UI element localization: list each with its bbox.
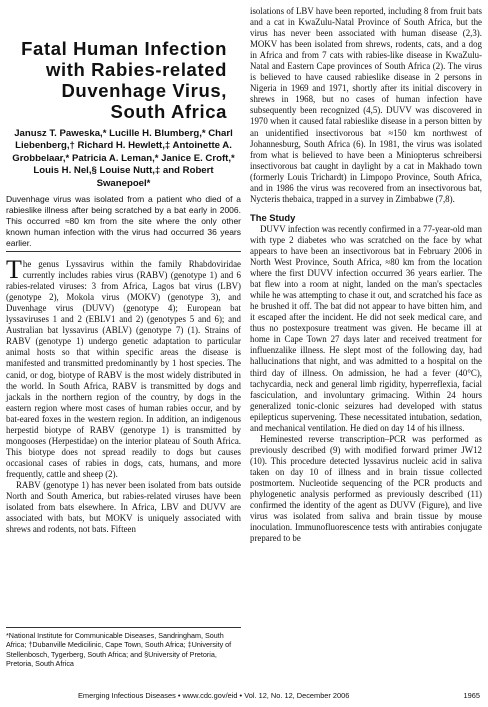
author-list: Janusz T. Paweska,* Lucille H. Blumberg,* Charl Liebenberg,† Richard H. Hewlett,‡ Antoinette A. Grobbelaar,* Patricia A. Leman,* Janice E. Croft,* Louis H. Nel,§ Louise Nutt,‡ and Robert Swanepoel* xyxy=(12,128,235,189)
left-column xyxy=(6,38,241,535)
intro-paragraph xyxy=(6,255,241,480)
article-title: Fatal Human Infection with Rabies-related Duvenhage Virus, South Africa xyxy=(21,38,227,122)
journal-citation: Emerging Infectious Diseases • www.cdc.gov/eid • Vol. 12, No. 12, December 2006 xyxy=(78,691,350,700)
body-paragraph: RABV (genotype 1) has never been isolated from bats outside North and South America, but rabies-related viruses have been isolated from bats elsewhere. In Africa, LBV and DUVV are associated with bats, but MOKV is uniquely associated with shrews and rodents, not bats. Fifteen xyxy=(6,479,241,535)
drop-cap: T xyxy=(6,255,22,285)
abstract: Duvenhage virus was isolated from a patient who died of a rabieslike illness after being scratched by a bat early in 2006. This occurred ≈80 km from the site where the only other known human infection with the virus had occurred 36 years earlier. xyxy=(6,194,241,252)
right-column xyxy=(250,6,482,544)
body-paragraph: isolations of LBV have been reported, including 8 from fruit bats and a cat in KwaZulu-Natal Province of South Africa, but the virus has never been associated with human disease (2,3). MOKV has been isolated from shrews, rodents, cats, and a dog in Africa and from 7 cats with rabies-like disease in KwaZulu-Natal and Eastern Cape provinces of South Africa (2). The virus is believed to have caused rabieslike disease in 2 persons in Nigeria in 1969 and 1971, shortly after its initial discovery in shrews in 1968, but no cases of human infection have subsequently been recognized (4,5). DUVV was discovered in 1970 when it caused fatal rabieslike disease in a person bitten by an unidentified insectivorous bat ≈150 km northwest of Johannesburg, South Africa (6). In 1981, the virus was isolated from what is believed to have been a Miniopterus schreibersi insectivorous bat caught in daylight by a cat in Makhado town (formerly Louis Trichardt) in Limpopo Province, South Africa, and in 1986 the virus was recovered from an insectivorous bat, Nycteris thebaica, trapped in a survey in Zimbabwe (7,8). xyxy=(250,6,482,204)
affiliation-footnotes: *National Institute for Communicable Diseases, Sandringham, South Africa; †Dubanville Medicilinic, Cape Town, South Africa; ‡University of Stellenbosch, Tygerberg, South Africa; and §University of Pretoria, Pretoria, South Africa xyxy=(6,627,241,669)
body-paragraph: Heminested reverse transcription–PCR was performed as previously described (9) with modified forward primer JW12 (10). This procedure detected lyssavirus nucleic acid in saliva taken on day 10 of illness and in brain tissue collected postmortem. Nucleotide sequencing of the PCR products and phylogenetic analysis performed as previously described (11) confirmed the identity of the agent as DUVV (Figure), and live virus was isolated from saliva and brain tissue by mouse inoculation. Immunofluorescence tests with antirabies conjugate prepared to be xyxy=(250,433,482,544)
left-body-text xyxy=(6,255,241,535)
intro-paragraph-text: he genus Lyssavirus within the family Rhabdoviridae currently includes rabies virus (RABV) (genotype 1) and 6 rabies-related viruses: 3 from Africa, Lagos bat virus (LBV) (genotype 2), Mokola virus (MOKV) (genotype 3), and Duvenhage virus (DUVV) (genotype 4); European bat lyssaviruses 1 and 2 (EBLV1 and 2) (genotypes 5 and 6); and Australian bat lyssavirus (ABLV) (genotype 7) (1). Strains of RABV (genotype 1) undergo genetic adaptation to particular animal hosts so that within specific areas the disease is manifested and transmitted predominantly by 1 host species. The canid, or dog, biotype of RABV is the most widely distributed in the world. In South Africa, RABV is transmitted by dogs and jackals in the northern region of the country, by dogs in the eastern region where most cases of human rabies occur, and by bat-eared foxes in the western region. In addition, an indigenous herpestid biotype of RABV (genotype 1) is transmitted by mongooses (Herpestidae) on the interior plateau of South Africa. This biotype does not spread readily to dogs but causes occasional cases of rabies in dogs, cats, humans, and more frequently, cattle and sheep (2). xyxy=(6,259,241,479)
body-paragraph: DUVV infection was recently confirmed in a 77-year-old man with type 2 diabetes who was scratched on the face by what appears to have been an insectivorous bat in February 2006 in North West Province, South Africa, ≈80 km from the location where the first DUVV infection occurred 36 years earlier. The bat flew into a room at night, landed on the man's spectacles while he was attempting to chase it out, and scratched his face as he brushed it off. The bat did not appear to have bitten him, and it escaped after the incident. He did not seek medical care, and thus no postexposure treatment was given. He became ill at home in Cape Town 27 days later and received treatment for influenzalike illness. He slept most of the following day, had hallucinations that night, and was admitted to a hospital on the third day of illness. On admission, he had a fever (40°C), tachycardia, neck and general limb rigidity, hyperreflexia, facial fasciculation, and involuntary grimacing. Within 24 hours generalized tonic-clonic seizures had developed with status epilepticus supervening. These necessitated intubation, sedation, and mechanical ventilation. He died on day 14 of his illness. xyxy=(250,223,482,433)
page-number: 1965 xyxy=(463,691,480,700)
section-heading: The Study xyxy=(250,211,296,223)
